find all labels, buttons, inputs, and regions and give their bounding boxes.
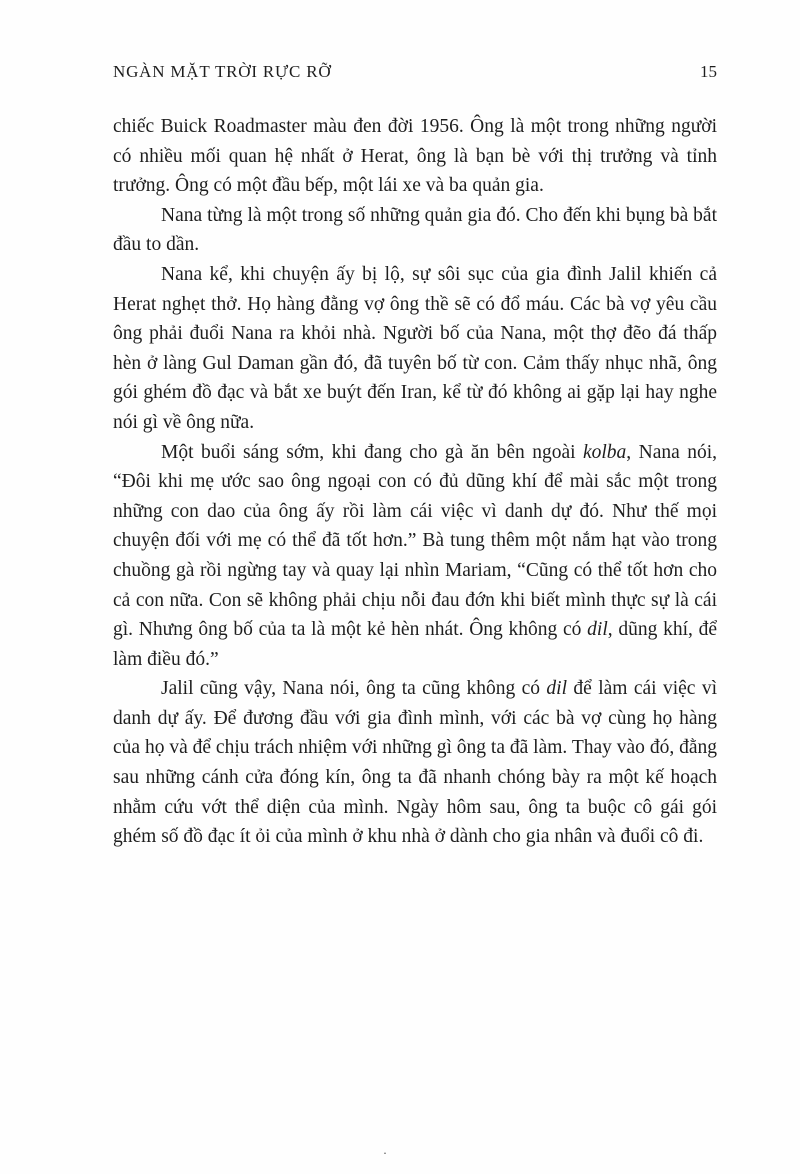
running-head-title: NGÀN MẶT TRỜI RỰC RỠ: [113, 62, 332, 81]
footer-mark: .: [383, 1142, 387, 1157]
text-segment: Nana kể, khi chuyện ấy bị lộ, sự sôi sục của gia đình Jalil khiến cả Herat nghẹt thở. Họ hàng đằng vợ ông thề sẽ có đổ máu. Các bà vợ yêu cầu ông phải đuổi Nana ra khỏi nhà. Người bố của Nana, một thợ đẽo đá thấp hèn ở làng Gul Daman gần đó, đã tuyên bố từ con. Cảm thấy nhục nhã, ông gói ghém đồ đạc và bắt xe buýt đến Iran, kể từ đó không ai gặp lại hay nghe nói gì về ông nữa.: [113, 263, 717, 433]
text-segment: để làm cái việc vì danh dự ấy. Để đương đầu với gia đình mình, với các bà vợ cùng họ hàng của họ và để chịu trách nhiệm với những gì ông ta đã làm. Thay vào đó, đằng sau những cánh cửa đóng kín, ông ta đã nhanh chóng bày ra một kế hoạch nhằm cứu vớt thể diện của mình. Ngày hôm sau, ông ta buộc cô gái gói ghém số đồ đạc ít ỏi của mình ở khu nhà ở dành cho gia nhân và đuổi cô đi.: [113, 678, 717, 848]
text-segment: chiếc Buick Roadmaster màu đen đời 1956. Ông là một trong những người có nhiều mối quan hệ nhất ở Herat, ông là bạn bè với thị trưởng và tỉnh trưởng. Ông có một đầu bếp, một lái xe và ba quản gia.: [113, 116, 717, 197]
italic-term: dil: [587, 619, 608, 641]
paragraph: [113, 438, 717, 675]
paragraph: [113, 674, 717, 852]
page-number: 15: [700, 62, 717, 81]
paragraph: [113, 112, 717, 201]
italic-term: dil: [546, 678, 568, 700]
page-header: [113, 62, 717, 82]
paragraph: [113, 201, 717, 260]
text-segment: , Nana nói, “Đôi khi mẹ ước sao ông ngoại con có đủ dũng khí để mài sắc một trong những con dao của ông ấy rồi làm cái việc vì danh dự đó. Như thế mọi chuyện đối với mẹ có thể đã tốt hơn.” Bà tung thêm một nắm hạt vào trong chuồng gà rồi ngừng tay và quay lại nhìn Mariam, “Cũng có thể tốt hơn cho cả con nữa. Con sẽ không phải chịu nỗi đau đớn khi biết mình thực sự là cái gì. Nhưng ông bố của ta là một kẻ hèn nhát. Ông không có: [113, 441, 717, 641]
text-segment: Nana từng là một trong số những quản gia đó. Cho đến khi bụng bà bắt đầu to dần.: [113, 204, 717, 256]
text-segment: Một buổi sáng sớm, khi đang cho gà ăn bên ngoài: [161, 441, 583, 463]
page-body: [113, 112, 717, 852]
italic-term: kolba: [582, 441, 627, 463]
text-segment: Jalil cũng vậy, Nana nói, ông ta cũng không có: [161, 678, 547, 700]
text-segment: , dũng khí, để làm điều đó.”: [113, 619, 718, 670]
paragraph: [113, 260, 717, 438]
